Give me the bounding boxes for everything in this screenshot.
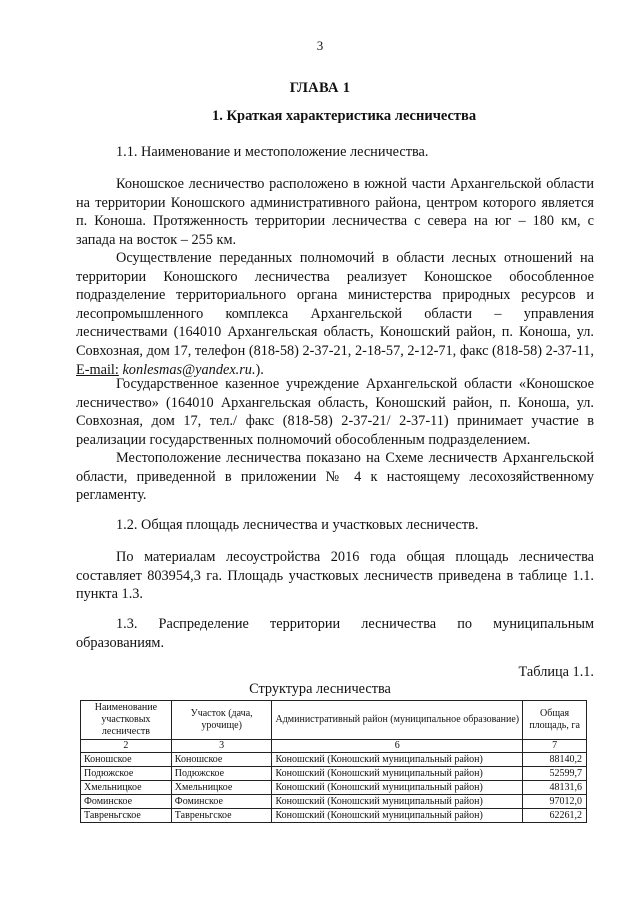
section-title: 1. Краткая характеристика лесничества bbox=[212, 108, 477, 124]
subsection-1-2-heading: 1.2. Общая площадь лесничества и участковых лесничеств. bbox=[116, 517, 479, 533]
table-cell-plot: Подюжское bbox=[171, 767, 272, 781]
subsection-1-3-heading: 1.3. Распределение территории лесничества по муниципальным образованиям. bbox=[76, 616, 594, 651]
table-cell-district: Коношское bbox=[81, 753, 172, 767]
table-row bbox=[81, 767, 587, 781]
table-row bbox=[81, 809, 587, 823]
table-cell-area: 97012,0 bbox=[523, 795, 587, 809]
table-title: Структура лесничества bbox=[249, 681, 391, 697]
table-cell-plot: Фоминское bbox=[171, 795, 272, 809]
table-header-plot: Участок (дача, урочище) bbox=[171, 701, 272, 740]
forestry-structure-table bbox=[80, 700, 587, 823]
table-header-total-area: Общая площадь, га bbox=[523, 701, 587, 740]
table-cell-area: 52599,7 bbox=[523, 767, 587, 781]
column-number: 2 bbox=[81, 740, 172, 753]
page-number: 3 bbox=[316, 38, 324, 53]
table-cell-district: Фоминское bbox=[81, 795, 172, 809]
table-cell-admin-area: Коношский (Коношский муниципальный район) bbox=[272, 767, 523, 781]
table-header-admin-area: Административный район (муниципальное образование) bbox=[272, 701, 523, 740]
table-cell-area: 62261,2 bbox=[523, 809, 587, 823]
paragraph-management bbox=[76, 249, 594, 379]
table-cell-area: 48131,6 bbox=[523, 781, 587, 795]
table-cell-area: 88140,2 bbox=[523, 753, 587, 767]
column-number: 7 bbox=[523, 740, 587, 753]
table-cell-district: Хмельницкое bbox=[81, 781, 172, 795]
table-row bbox=[81, 753, 587, 767]
table-cell-admin-area: Коношский (Коношский муниципальный район) bbox=[272, 781, 523, 795]
subsection-1-1-heading: 1.1. Наименование и местоположение лесничества. bbox=[116, 144, 429, 160]
email-label: E-mail: bbox=[76, 361, 119, 378]
table-cell-district: Тавреньгское bbox=[81, 809, 172, 823]
table-header-district: Наименование участковых лесничеств bbox=[81, 701, 172, 740]
table-cell-plot: Хмельницкое bbox=[171, 781, 272, 795]
chapter-title: ГЛАВА 1 bbox=[289, 80, 351, 96]
table-cell-admin-area: Коношский (Коношский муниципальный район) bbox=[272, 753, 523, 767]
table-cell-plot: Тавреньгское bbox=[171, 809, 272, 823]
column-number: 3 bbox=[171, 740, 272, 753]
paragraph-management-text: Осуществление переданных полномочий в области лесных отношений на территории Коношского лесничества реализует Коношское обособленное подразделение территориального органа министерства природных ресурсов и лесопромышленного комплекса Архангельской области – управления лесничествами (164010 Архангельская область, Коношский район, п. Коноша, ул. Совхозная, дом 17, телефон (818-58) 2-37-21, 2-18-57, 2-12-71, факс (818-58) 2-37-11, bbox=[76, 250, 594, 359]
email-address: konlesmas@yandex.ru. bbox=[118, 361, 256, 378]
table-row bbox=[81, 781, 587, 795]
paragraph-map-reference: Местоположение лесничества показано на Схеме лесничеств Архангельской области, приведенной в приложении № 4 к настоящему лесохозяйственному регламенту. bbox=[76, 450, 594, 504]
paragraph-management-end: ). bbox=[255, 361, 264, 378]
paragraph-institution: Государственное казенное учреждение Архангельской области «Коношское лесничество» (164010 Архангельская область, Коношский район, п. Коноша, ул. Совхозная, дом 17, тел./ факс (818-58) 2-37-21/ 2-37-11) принимает участие в реализации государственных полномочий обособленным подразделением. bbox=[76, 376, 594, 448]
table-label: Таблица 1.1. bbox=[518, 664, 594, 680]
table-cell-admin-area: Коношский (Коношский муниципальный район) bbox=[272, 809, 523, 823]
table-cell-admin-area: Коношский (Коношский муниципальный район) bbox=[272, 795, 523, 809]
paragraph-location: Коношское лесничество расположено в южной части Архангельской области на территории Коношского административного района, центром которого является п. Коноша. Протяженность территории лесничества с севера на юг – 180 км, с запада на восток – 255 км. bbox=[76, 176, 594, 248]
paragraph-total-area: По материалам лесоустройства 2016 года общая площадь лесничества составляет 803954,3 га. Площадь участковых лесничеств приведена в таблице 1.1. пункта 1.3. bbox=[76, 549, 594, 603]
column-number: 6 bbox=[272, 740, 523, 753]
table-row bbox=[81, 795, 587, 809]
table-cell-plot: Коношское bbox=[171, 753, 272, 767]
table-cell-district: Подюжское bbox=[81, 767, 172, 781]
